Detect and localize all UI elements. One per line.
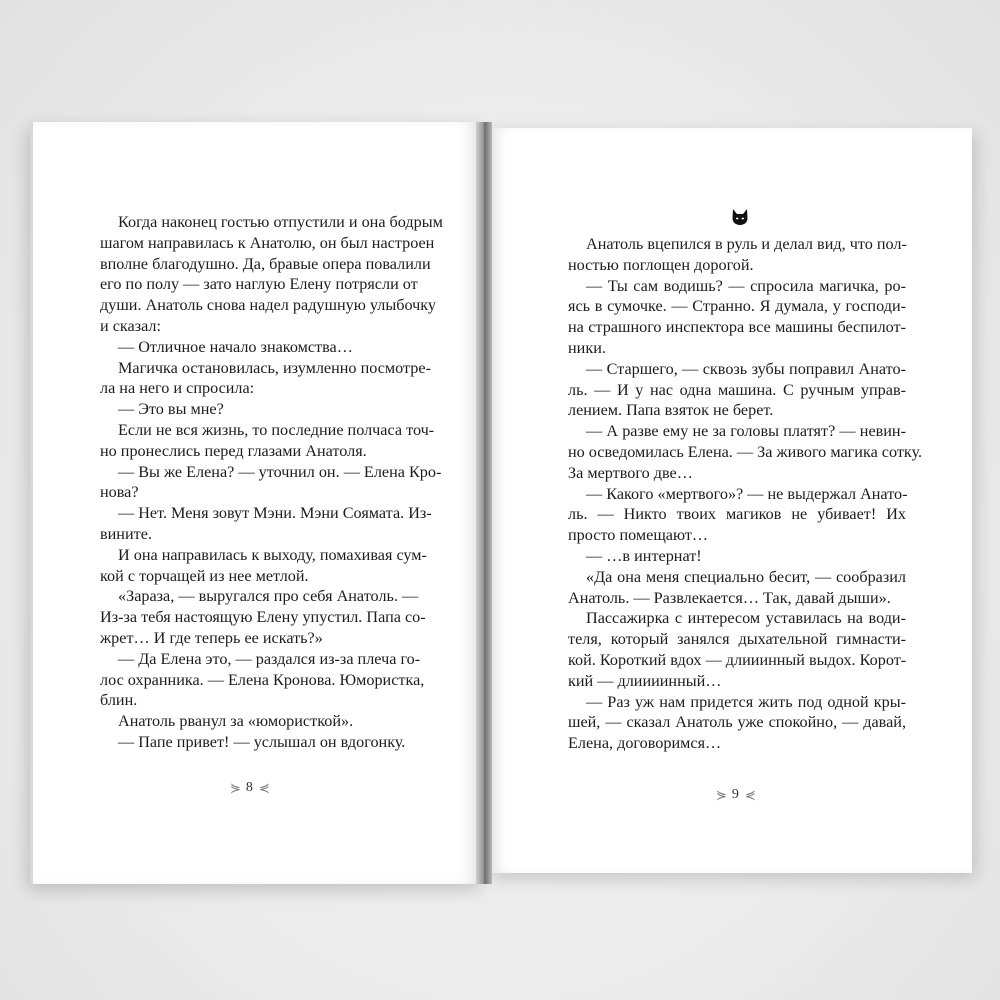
text-line: на страшного инспектора все машины беспилот-	[568, 318, 906, 337]
text-line: — …в интернат!	[586, 546, 702, 565]
text-line: Если не вся жизнь, то последние полчаса точ-	[118, 420, 435, 439]
text-line: кой с торчащей из нее метлой.	[100, 566, 309, 585]
text-line: и сказал:	[100, 316, 161, 335]
text-line: ль. — Никто твоих магиков не убивает! Их	[568, 505, 906, 524]
folio-ornament-left: ⋟	[230, 780, 240, 795]
text-line: Анатоль. — Развлекается… Так, давай дыши».	[568, 588, 891, 607]
page-number: 9	[731, 787, 739, 802]
text-line: вполне благодушно. Да, бравые опера повалили	[100, 254, 431, 273]
text-line: Магичка остановилась, изумленно посмотре-	[118, 358, 431, 377]
text-line: ла на него и спросила:	[100, 379, 255, 398]
text-line: кой. Короткий вдох — длииинный выдох. Корот-	[568, 650, 907, 669]
text-line: просто помещают…	[568, 526, 709, 545]
text-line: Анатоль вцепился в руль и делал вид, что пол-	[586, 235, 907, 253]
text-line: шей, — сказал Анатоль уже спокойно, — давай,	[568, 713, 906, 732]
right-page-text	[568, 234, 923, 754]
text-line: «Да она меня специально бесит, — сообразил	[586, 567, 906, 586]
page-number-right	[716, 787, 755, 803]
text-line: нова?	[100, 483, 139, 502]
text-line: его по полу — зато наглую Елену потрясли от	[100, 275, 418, 294]
text-line: но пронеслись перед глазами Анатоля.	[100, 441, 367, 460]
text-line: Пассажирка с интересом уставилась на води-	[586, 609, 906, 628]
page-number: 8	[245, 780, 253, 795]
text-line: — Отличное начало знакомства…	[118, 337, 353, 356]
text-line: ностью поглощен дорогой.	[568, 255, 754, 274]
text-line: — Старшего, — сквозь зубы поправил Анато-	[586, 359, 906, 378]
cat-head-icon	[731, 208, 749, 226]
text-line: Из-за тебя настоящую Елену упустил. Папа со-	[100, 608, 426, 627]
text-line: — Какого «мертвого»? — не выдержал Анато-	[586, 484, 908, 503]
text-line: И она направилась к выходу, помахивая сум-	[118, 545, 427, 564]
text-line: — Папе привет! — услышал он вдогонку.	[118, 732, 406, 751]
text-line: — Раз уж нам придется жить под одной кры-	[586, 692, 906, 711]
folio-ornament-right: ⋞	[744, 787, 755, 802]
text-line: вините.	[100, 524, 152, 543]
text-line: — Нет. Меня зовут Мэни. Мэни Соямата. Из-	[118, 504, 432, 523]
text-line: кий — длиииинный…	[568, 671, 722, 690]
text-line: теля, который занялся дыхательной гимнасти-	[568, 630, 906, 649]
folio-ornament-left: ⋟	[716, 787, 726, 802]
text-line: Анатоль рванул за «юмористкой».	[118, 712, 354, 731]
text-line: За мертвого две…	[568, 463, 693, 482]
page-number-left	[230, 780, 269, 796]
text-line: — Ты сам водишь? — спросила магичка, ро-	[586, 276, 906, 295]
text-line: — Это вы мне?	[118, 400, 224, 419]
text-line: лос охранника. — Елена Кронова. Юмористка,	[100, 670, 425, 689]
text-line: ясь в сумочке. — Странно. Я думала, у господи-	[568, 297, 906, 316]
book-spine-gutter	[476, 122, 492, 884]
text-line: — Да Елена это, — раздался из-за плеча го-	[118, 649, 421, 668]
folio-ornament-right: ⋞	[258, 780, 269, 795]
text-line: Когда наконец гостью отпустили и она бодрым	[118, 213, 443, 231]
text-line: лением. Папа взяток не берет.	[568, 401, 774, 420]
text-line: — Вы же Елена? — уточнил он. — Елена Кро-	[118, 462, 442, 481]
text-line: Елена, договоримся…	[568, 734, 722, 753]
text-line: души. Анатоль снова надел радушную улыбочку	[100, 296, 436, 315]
text-line: — А разве ему не за головы платят? — невин-	[586, 422, 906, 441]
text-line: жрет… И где теперь ее искать?»	[100, 628, 323, 647]
left-page-text	[100, 212, 443, 753]
text-line: ль. — И у нас одна машина. С ручным управ-	[568, 380, 906, 399]
text-line: ники.	[568, 338, 606, 357]
text-line: но осведомилась Елена. — За живого магика сотку.	[568, 442, 923, 461]
text-line: блин.	[100, 691, 138, 710]
text-line: шагом направилась к Анатолю, он был настроен	[100, 233, 435, 252]
text-line: «Зараза, — выругался про себя Анатоль. —	[118, 587, 419, 606]
